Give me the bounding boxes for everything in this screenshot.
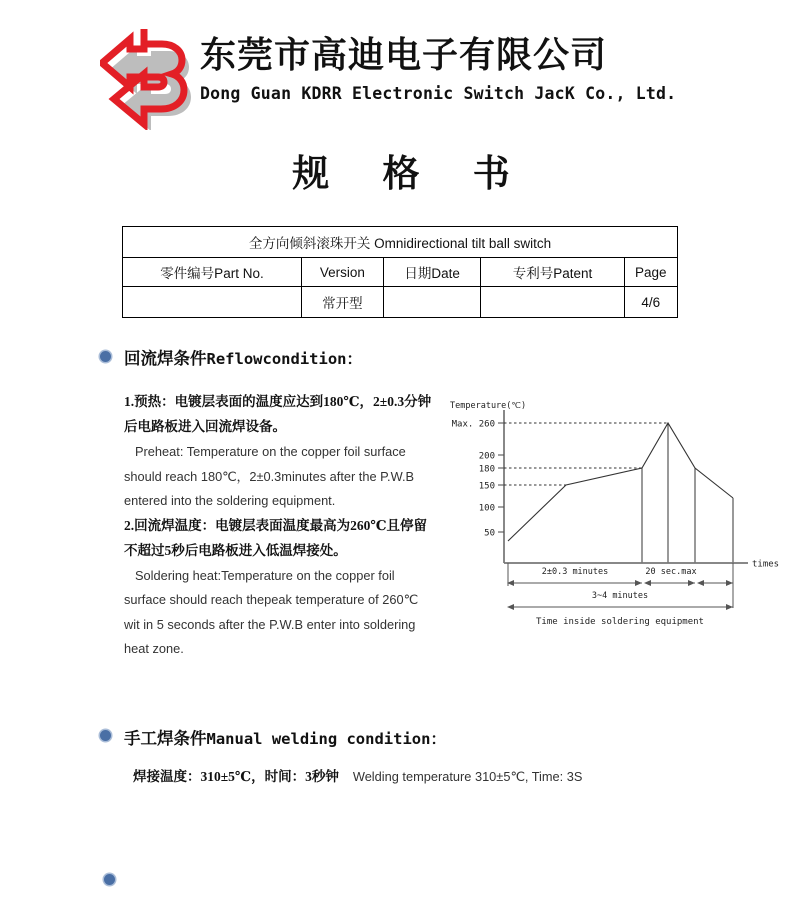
svg-text:100: 100: [478, 503, 495, 514]
svg-text:180: 180: [478, 464, 495, 475]
section-heading-reflow: [124, 345, 362, 369]
page-title: 规 格 书: [292, 154, 532, 195]
manual-body-text: [133, 765, 693, 786]
reflow-para-1-num: 1.: [124, 394, 135, 409]
table-title-row: [123, 227, 678, 258]
value-part-no: [123, 287, 302, 318]
company-logo: [100, 27, 200, 130]
bullet-manual-section: [100, 730, 111, 741]
reflow-heading-cn: 回流焊条件: [124, 349, 207, 368]
chart-y-ticks: [452, 420, 504, 539]
company-name-block: [200, 35, 700, 103]
header-version: Version: [301, 258, 383, 287]
manual-heading-en: Manual welding condition：: [206, 730, 446, 748]
logo-mark: [102, 29, 184, 124]
reflow-para-2-num: 2.: [124, 517, 135, 533]
table-header-row: [123, 258, 678, 287]
reflow-para-1-cn: [124, 390, 434, 440]
company-name-cn: 东莞市高迪电子有限公司: [200, 35, 608, 75]
bullet-trailing: [104, 874, 115, 885]
svg-text:Max. 260: Max. 260: [451, 419, 495, 430]
chart-annotation-peak: 20 sec.max: [645, 567, 697, 577]
section-heading-manual: [124, 725, 446, 749]
reflow-heading-en: Reflowcondition：: [206, 350, 362, 368]
table-row: [123, 287, 678, 318]
table-title-cell: 全方向倾斜滚珠开关 Omnidirectional tilt ball switch: [123, 227, 678, 258]
manual-heading-cn: 手工焊条件: [124, 729, 207, 748]
reflow-para-2-cn: [124, 514, 434, 564]
value-page: 4/6: [624, 287, 678, 318]
reflow-para-1-en: [124, 440, 434, 514]
manual-line-en: Welding temperature 310±5℃, Time: 3S: [352, 769, 583, 784]
reflow-para-1-en-text: Preheat: Temperature on the copper foil surface should reach 180℃，2±0.3minutes after the P.W.B entered into the soldering equipment.: [124, 443, 415, 509]
company-name-en: Dong Guan KDRR Electronic Switch JacK Co., Ltd.: [200, 84, 677, 104]
svg-text:200: 200: [478, 451, 495, 462]
reflow-body-text: [124, 390, 434, 662]
reflow-para-1-cn-text: 预热：电镀层表面的温度应达到180℃，2±0.3分钟后电路板进入回流焊设备。: [124, 394, 432, 434]
chart-profile-line: [508, 423, 733, 541]
value-version: 常开型: [301, 287, 383, 318]
svg-text:150: 150: [478, 481, 495, 492]
header-date: 日期Date: [383, 258, 481, 287]
chart-annotation-total: 3~4 minutes: [591, 591, 649, 601]
value-patent: [481, 287, 624, 318]
bullet-reflow-section: [100, 351, 111, 362]
header-patent: 专利号Patent: [481, 258, 624, 287]
spec-info-table: [122, 226, 678, 318]
chart-ylabel: Temperature(℃): [450, 401, 527, 411]
header-part-no: 零件编号Part No.: [123, 258, 302, 287]
reflow-temperature-chart: [448, 396, 788, 636]
header-page: Page: [624, 258, 678, 287]
document-header: [0, 0, 802, 135]
manual-line-cn: 焊接温度：310±5℃，时间：3秒钟: [133, 769, 339, 784]
chart-annotation-preheat: 2±0.3 minutes: [541, 567, 609, 577]
reflow-para-2-en: [124, 564, 434, 662]
value-date: [383, 287, 481, 318]
svg-text:50: 50: [484, 528, 495, 539]
reflow-para-2-en-text: Soldering heat:Temperature on the copper foil surface should reach thepeak temperature of 260℃ wit in 5 seconds after the P.W.B enter into soldering heat zone.: [124, 567, 418, 657]
chart-dashed-guides: [504, 423, 668, 485]
chart-xlabel: times: [752, 559, 780, 570]
chart-caption: Time inside soldering equipment: [536, 617, 704, 627]
reflow-para-2-cn-text: 回流焊温度：电镀层表面温度最高为260℃且停留不超过5秒后电路板进入低温焊接处。: [124, 517, 428, 558]
